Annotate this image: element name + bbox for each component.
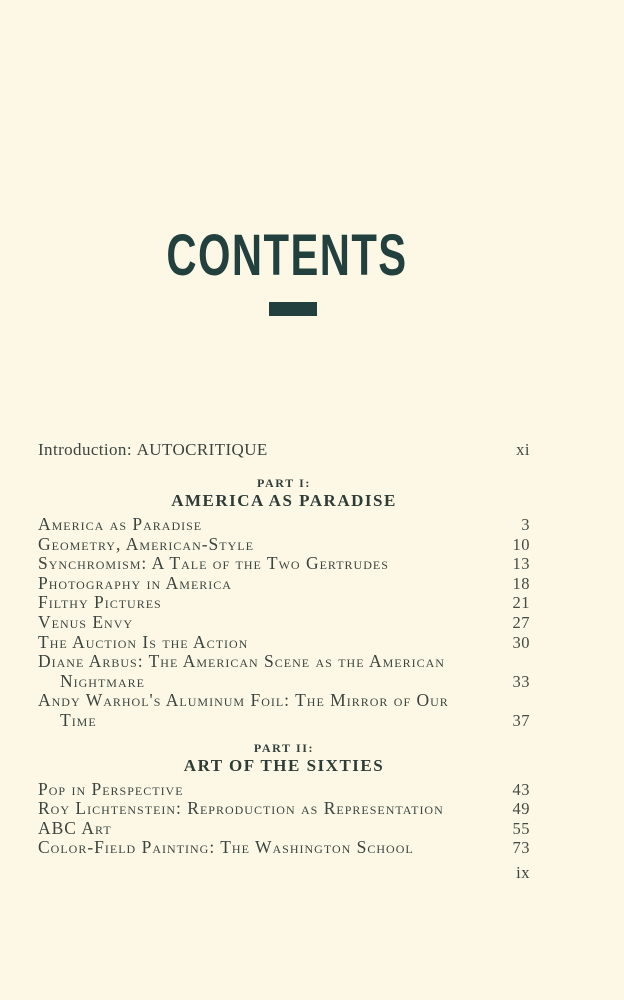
entry-page: 55 bbox=[512, 818, 530, 838]
entry-title: Filthy Pictures bbox=[38, 592, 162, 613]
toc-entry bbox=[38, 652, 530, 691]
toc-intro-row bbox=[38, 440, 530, 460]
entry-page: 13 bbox=[512, 554, 530, 574]
entry-page: 73 bbox=[512, 838, 530, 858]
part-heading-2 bbox=[38, 741, 530, 776]
intro-title bbox=[38, 440, 268, 460]
entry-page: 30 bbox=[512, 632, 530, 652]
entry-title-continuation: Nightmare bbox=[60, 670, 145, 691]
part-title: AMERICA AS PARADISE bbox=[171, 491, 397, 510]
divider-bar bbox=[269, 302, 317, 316]
entry-title: Photography in America bbox=[38, 572, 232, 593]
toc-entry bbox=[38, 838, 530, 858]
part-label: PART II: bbox=[253, 740, 315, 755]
entry-title: Color-Field Painting: The Washington School bbox=[38, 837, 414, 858]
entry-title: Andy Warhol's Aluminum Foil: The Mirror of Our bbox=[38, 690, 449, 711]
entry-title: America as Paradise bbox=[38, 514, 203, 534]
toc-entry bbox=[38, 515, 530, 535]
part-label: PART I: bbox=[256, 476, 311, 490]
entry-page: xi bbox=[516, 440, 530, 459]
entry-page: 33 bbox=[512, 671, 530, 691]
toc-entry bbox=[38, 574, 530, 594]
toc-entry bbox=[38, 691, 530, 730]
toc-entry bbox=[38, 613, 530, 633]
table-of-contents bbox=[38, 440, 530, 883]
entry-title: Pop in Perspective bbox=[38, 778, 184, 799]
footer-page-number: ix bbox=[516, 862, 530, 882]
entry-title: Diane Arbus: The American Scene as the American bbox=[38, 651, 445, 672]
toc-entry bbox=[38, 799, 530, 819]
toc-entry bbox=[38, 593, 530, 613]
entry-page: 18 bbox=[512, 573, 530, 593]
part-title: ART OF THE SIXTIES bbox=[183, 755, 385, 775]
entry-title: The Auction Is the Action bbox=[38, 631, 249, 652]
intro-label: Introduction: bbox=[38, 440, 132, 459]
toc-entry bbox=[38, 780, 530, 800]
toc-entry bbox=[38, 535, 530, 555]
entry-title: Geometry, American-Style bbox=[38, 533, 254, 554]
entry-title: ABC Art bbox=[38, 817, 112, 838]
entry-page: 37 bbox=[512, 710, 530, 730]
entry-title-continuation: Time bbox=[60, 709, 97, 730]
intro-chapter-title: AUTOCRITIQUE bbox=[136, 440, 268, 459]
entry-page: 49 bbox=[512, 799, 530, 819]
page-title: CONTENTS bbox=[166, 223, 408, 288]
entry-title: Synchromism: A Tale of the Two Gertrudes bbox=[38, 553, 389, 574]
toc-entry bbox=[38, 633, 530, 653]
entry-page: 43 bbox=[512, 779, 530, 799]
part-heading-1 bbox=[38, 476, 530, 511]
entry-title: Roy Lichtenstein: Reproduction as Representation bbox=[38, 798, 444, 819]
entry-page: 3 bbox=[521, 515, 530, 534]
toc-entry bbox=[38, 819, 530, 839]
entry-page: 27 bbox=[512, 612, 530, 632]
toc-entry bbox=[38, 554, 530, 574]
entry-title: Venus Envy bbox=[38, 611, 134, 632]
entry-page: 21 bbox=[512, 593, 530, 613]
entry-page: 10 bbox=[512, 534, 530, 554]
